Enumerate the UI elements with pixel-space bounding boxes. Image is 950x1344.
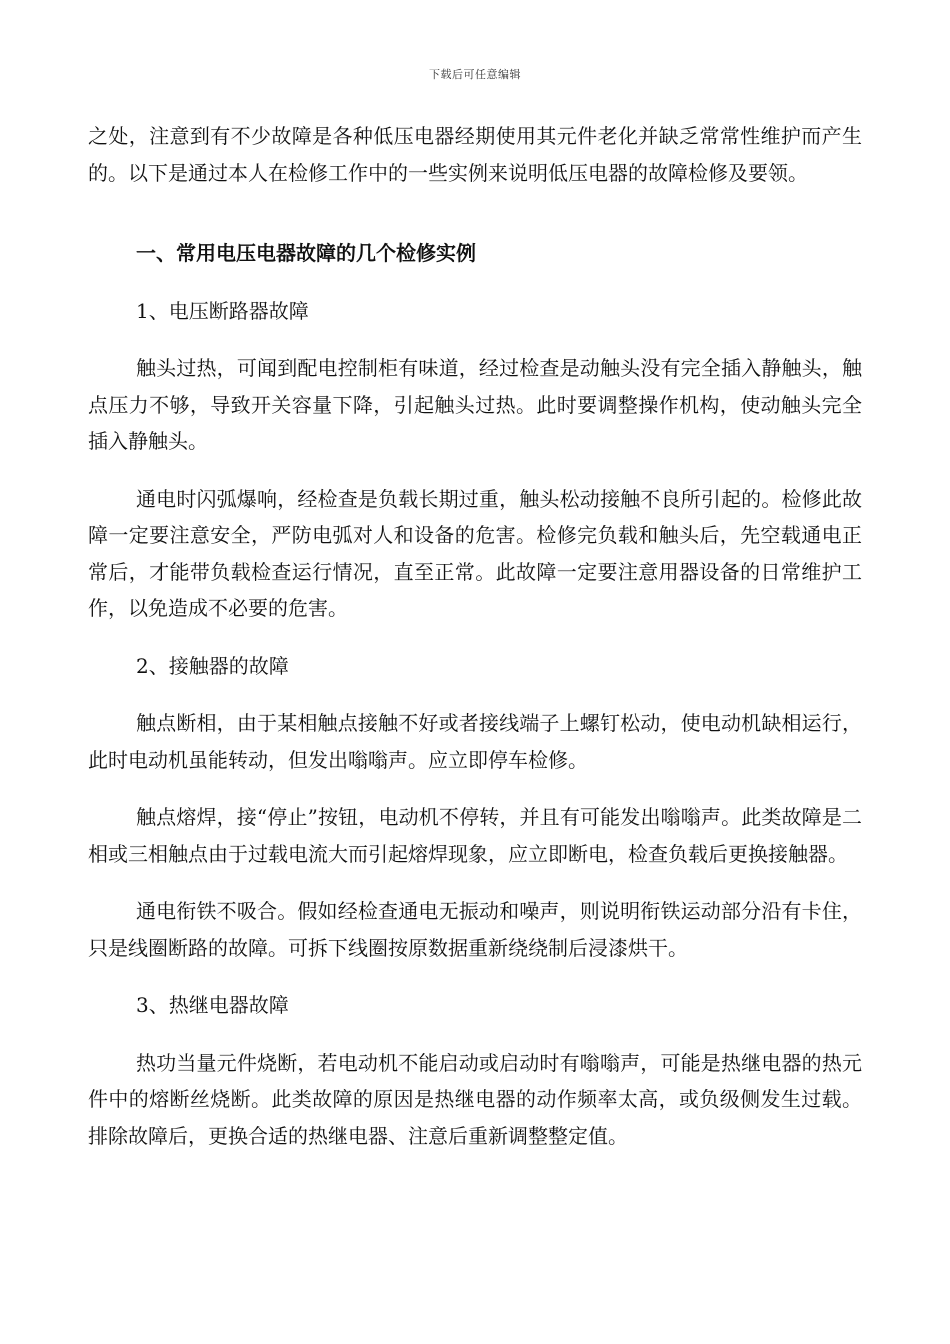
paragraph-armature-not-pulling: 通电衔铁不吸合。假如经检查通电无振动和噪声，则说明衔铁运动部分沿有卡住，只是线圈断路的故障。可拆下线圈按原数据重新绕绕制后浸漆烘干。 bbox=[88, 899, 862, 960]
page-header: 下载后可任意编辑 bbox=[429, 68, 521, 81]
subsection-heading-contactor: 2、接触器的故障 bbox=[136, 653, 289, 678]
section-heading: 一、常用电压电器故障的几个检修实例 bbox=[136, 241, 476, 265]
paragraph-thermal-element: 热功当量元件烧断，若电动机不能启动或启动时有嗡嗡声，可能是热继电器的热元件中的熔断丝烧断。此类故障的原因是热继电器的动作频率太高，或负级侧发生过载。排除故障后，更换合适的热继电器、注意后重新调整整定值。 bbox=[88, 1050, 862, 1148]
subsection-heading-thermal-relay: 3、热继电器故障 bbox=[136, 993, 289, 1017]
document-body bbox=[88, 118, 862, 1175]
paragraph-phase-loss: 触点断相，由于某相触点接触不好或者接线端子上螺钉松动，使电动机缺相运行，此时电动机虽能转动，但发出嗡嗡声。应立即停车检修。 bbox=[88, 711, 862, 772]
subsection-heading-breaker: 1、电压断路器故障 bbox=[136, 298, 309, 323]
intro-paragraph: 之处，注意到有不少故障是各种低压电器经期使用其元件老化并缺乏常常性维护而产生的。以下是通过本人在检修工作中的一些实例来说明低压电器的故障检修及要领。 bbox=[88, 124, 862, 185]
paragraph-arc-flash: 通电时闪弧爆响，经检查是负载长期过重，触头松动接触不良所引起的。检修此故障一定要注意安全，严防电弧对人和设备的危害。检修完负载和触头后，先空载通电正常后，才能带负载检查运行情况，直至正常。此故障一定要注意用器设备的日常维护工作，以免造成不必要的危害。 bbox=[88, 486, 862, 620]
paragraph-contact-welding: 触点熔焊，接“停止”按钮，电动机不停转，并且有可能发出嗡嗡声。此类故障是二相或三相触点由于过载电流大而引起熔焊现象，应立即断电，检查负载后更换接触器。 bbox=[88, 805, 862, 866]
paragraph-contact-overheat: 触头过热，可闻到配电控制柜有味道，经过检查是动触头没有完全插入静触头，触点压力不够，导致开关容量下降，引起触头过热。此时要调整操作机构，使动触头完全插入静触头。 bbox=[88, 356, 862, 453]
